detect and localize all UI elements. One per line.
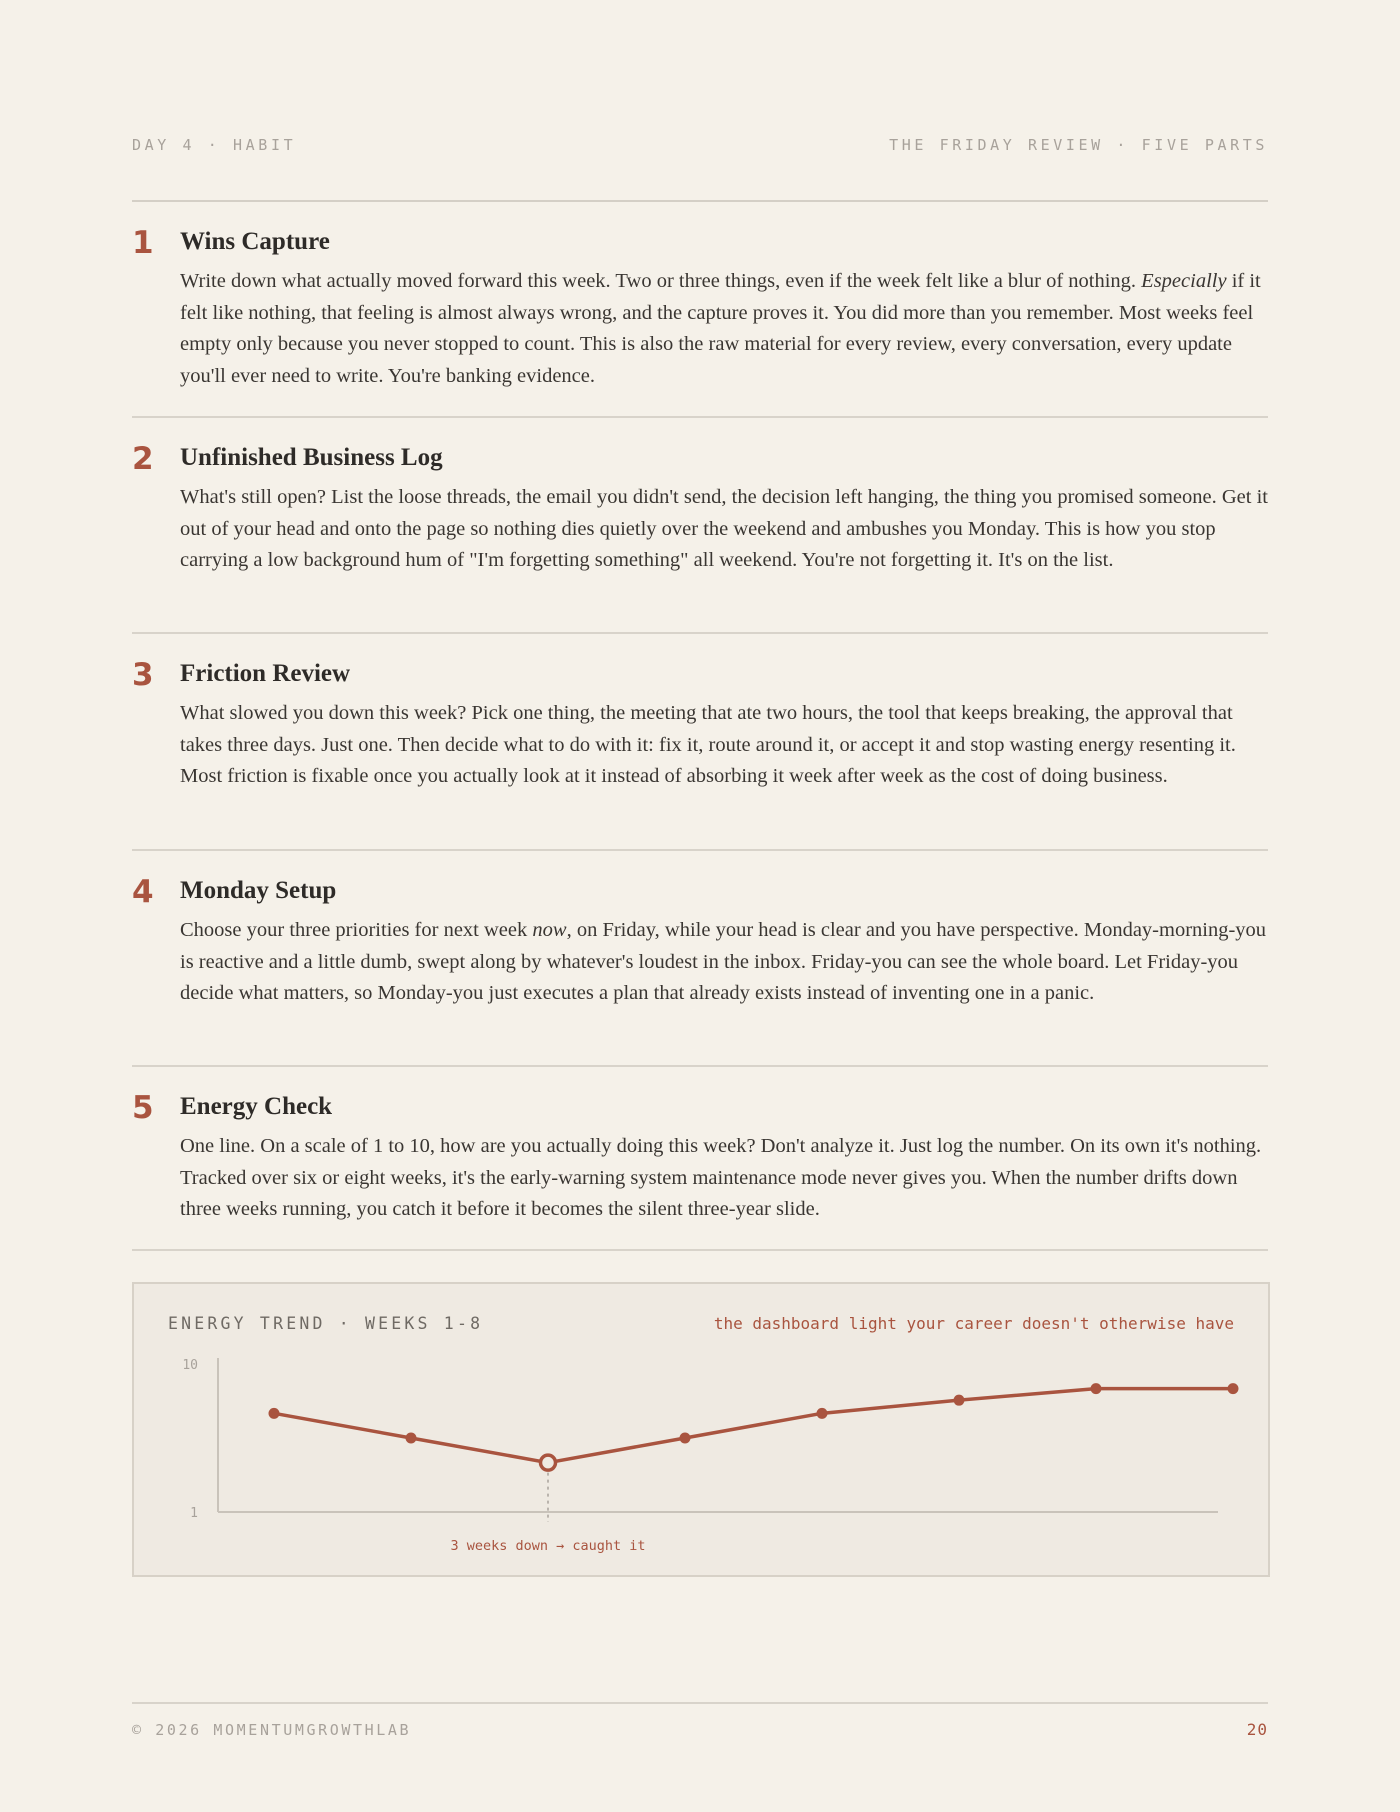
section-divider: [132, 849, 1268, 851]
header-divider: [132, 200, 1268, 202]
header-left-label: DAY 4 · HABIT: [132, 136, 297, 154]
page-header: [132, 136, 1268, 156]
section-title: Monday Setup: [180, 877, 337, 904]
section-number: 5: [132, 1090, 154, 1126]
section-body: What's still open? List the loose threads, the email you didn't send, the decision left hanging, the thing you promised someone. Get it out of your head and onto the page so nothing dies quietly over the weekend and ambushes you Monday. This is how you stop carrying a low background hum of "I'm forgetting something" all weekend. You're not forgetting it. It's on the list.: [180, 486, 1268, 571]
data-point: [680, 1433, 691, 1444]
section-divider: [132, 632, 1268, 634]
section-divider: [132, 1065, 1268, 1067]
section-title: Unfinished Business Log: [180, 444, 443, 471]
section-number: 2: [132, 441, 154, 477]
section-divider: [132, 1249, 1268, 1251]
energy-series-line: [274, 1389, 1233, 1463]
section-body: What slowed you down this week? Pick one thing, the meeting that ate two hours, the tool that keeps breaking, the approval that takes three days. Just one. Then decide what to do with it: fix it, route around it, or accept it and stop wasting energy resenting it. Most friction is fixable once you actually look at it instead of absorbing it week after week as the cost of doing business.: [180, 702, 1236, 787]
data-point: [954, 1395, 965, 1406]
page-number: 20: [1246, 1720, 1268, 1739]
section-number: 4: [132, 874, 154, 910]
data-point-highlight: [541, 1455, 556, 1470]
chart-plot: [134, 1284, 1268, 1575]
section-number: 3: [132, 657, 154, 693]
data-point: [406, 1433, 417, 1444]
energy-trend-chart: [132, 1282, 1270, 1577]
data-point: [269, 1408, 280, 1419]
data-point: [1091, 1383, 1102, 1394]
header-right-label: THE FRIDAY REVIEW · FIVE PARTS: [889, 136, 1268, 154]
section-title: Wins Capture: [180, 228, 330, 255]
footer-divider: [132, 1702, 1268, 1704]
section-divider: [132, 416, 1268, 418]
footer-copyright: © 2026 MOMENTUMGROWTHLAB: [132, 1721, 412, 1739]
data-point: [1228, 1383, 1239, 1394]
chart-subtitle: the dashboard light your career doesn't otherwise have: [713, 1314, 1234, 1333]
section-body: Write down what actually moved forward this week. Two or three things, even if the week felt like a blur of nothing. Especially if it felt like nothing, that feeling is almost always wrong, and the capture proves it. You did more than you remember. Most weeks feel empty only because you never stopped to count. This is also the raw material for every review, every conversation, every update you'll ever need to write. You're banking evidence.: [180, 270, 1261, 387]
section-body: Choose your three priorities for next week now, on Friday, while your head is clear and you have perspective. Monday-morning-you is reactive and a little dumb, swept along by whatever's loudest in the inbox. Friday-you can see the whole board. Let Friday-you decide what matters, so Monday-you just executes a plan that already exists instead of inventing one in a panic.: [180, 919, 1267, 1004]
section-title: Energy Check: [180, 1093, 333, 1120]
annotation-label: 3 weeks down → caught it: [450, 1538, 646, 1554]
y-tick-label-max: 10: [182, 1358, 198, 1373]
section-body: One line. On a scale of 1 to 10, how are you actually doing this week? Don't analyze it. Just log the number. On its own it's nothing. Tracked over six or eight weeks, it's the early-warning system maintenance mode never gives you. When the number drifts down three weeks running, you catch it before it becomes the silent three-year slide.: [180, 1135, 1262, 1220]
chart-title: ENERGY TREND · WEEKS 1-8: [168, 1314, 484, 1333]
section-number: 1: [132, 225, 154, 261]
section-title: Friction Review: [180, 660, 351, 687]
y-tick-label-min: 1: [190, 1506, 198, 1521]
data-point: [817, 1408, 828, 1419]
